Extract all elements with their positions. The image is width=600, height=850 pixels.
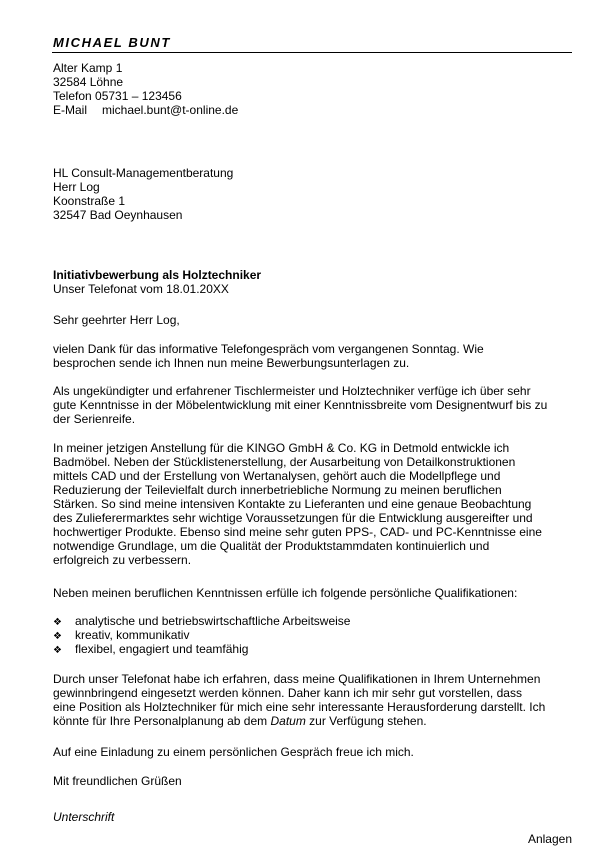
paragraph-line: Durch unser Telefonat habe ich erfahren, dass meine Qualifikationen in Ihrem Unternehmen bbox=[53, 672, 541, 686]
qualification-text: kreativ, kommunikativ bbox=[75, 628, 190, 642]
paragraph-line: mittels CAD und der Erstellung von Wertanalysen, gehört auch die Modellpflege und bbox=[53, 469, 501, 483]
subject-reference: Unser Telefonat vom 18.01.20XX bbox=[53, 282, 229, 296]
list-item bbox=[53, 642, 573, 656]
qualifications-intro: Neben meinen beruflichen Kenntnissen erfülle ich folgende persönliche Qualifikationen: bbox=[53, 586, 518, 600]
paragraph-current-position bbox=[53, 441, 573, 567]
sender-city: 32584 Löhne bbox=[53, 75, 124, 89]
date-placeholder: Datum bbox=[270, 714, 306, 728]
paragraph-intro bbox=[53, 342, 573, 370]
paragraph-line: Badmöbel. Neben der Stücklistenerstellung, der Ausarbeitung von Detailkonstruktionen bbox=[53, 455, 516, 469]
sender-street: Alter Kamp 1 bbox=[53, 61, 123, 75]
closing: Mit freundlichen Grüßen bbox=[53, 774, 182, 788]
salutation: Sehr geehrter Herr Log, bbox=[53, 313, 180, 327]
sender-address bbox=[53, 61, 573, 117]
paragraph-line: des Zulieferermarktes sehr wichtige Voraussetzungen für die Entwicklung ausgereifter und bbox=[53, 511, 533, 525]
recipient-address bbox=[53, 166, 573, 222]
paragraph-line: notwendige Grundlage, um die Qualität der Produktstammdaten kontinuierlich und bbox=[53, 539, 490, 553]
paragraph-line: In meiner jetzigen Anstellung für die KINGO GmbH & Co. KG in Detmold entwickle ich bbox=[53, 441, 510, 455]
list-item bbox=[53, 614, 573, 628]
paragraph-motivation bbox=[53, 672, 573, 728]
paragraph-line: Als ungekündigter und erfahrener Tischlermeister und Holztechniker verfüge ich über sehr bbox=[53, 384, 531, 398]
paragraph-experience bbox=[53, 384, 573, 426]
paragraph-line: erfolgreich zu verbessern. bbox=[53, 553, 192, 567]
recipient-contact: Herr Log bbox=[53, 180, 100, 194]
qualifications-list bbox=[53, 614, 573, 656]
paragraph-line: eine Position als Holztechniker für mich eine sehr interessante Herausforderung darstellt. Ich bbox=[53, 700, 546, 714]
paragraph-line: gute Kenntnisse in der Möbelentwicklung mit einer Kenntnissbreite vom Designentwurf bis zu bbox=[53, 398, 548, 412]
qualification-text: flexibel, engagiert und teamfähig bbox=[75, 642, 249, 656]
paragraph-line: der Serienreife. bbox=[53, 412, 136, 426]
recipient-company: HL Consult-Managementberatung bbox=[53, 166, 234, 180]
paragraph-line: Stärken. So sind meine intensiven Kontakte zu Lieferanten und eine genaue Beobachtung bbox=[53, 497, 532, 511]
sender-email-line bbox=[53, 103, 573, 117]
qualification-text: analytische und betriebswirtschaftliche Arbeitsweise bbox=[75, 614, 351, 628]
diamond-bullet-icon: ❖ bbox=[53, 617, 62, 628]
recipient-city: 32547 Bad Oeynhausen bbox=[53, 208, 183, 222]
diamond-bullet-icon: ❖ bbox=[53, 645, 62, 656]
subject-block bbox=[53, 268, 573, 296]
recipient-street: Koonstraße 1 bbox=[53, 194, 126, 208]
paragraph-line: könnte für Ihre Personalplanung ab dem Datum zur Verfügung stehen. bbox=[53, 714, 427, 728]
header-divider bbox=[52, 52, 572, 53]
diamond-bullet-icon: ❖ bbox=[53, 631, 62, 642]
paragraph-line: gewinnbringend eingesetzt werden können. Daher kann ich mir sehr gut vorstellen, dass bbox=[53, 686, 522, 700]
paragraph-line: vielen Dank für das informative Telefongespräch vom vergangenen Sonntag. Wie bbox=[53, 342, 484, 356]
enclosures-label: Anlagen bbox=[527, 832, 572, 846]
paragraph-line: besprochen sende ich Ihnen nun meine Bewerbungsunterlagen zu. bbox=[53, 356, 410, 370]
sender-email-label: E-Mail bbox=[53, 103, 88, 117]
paragraph-invitation: Auf eine Einladung zu einem persönlichen Gespräch freue ich mich. bbox=[53, 745, 414, 759]
paragraph-line: hochwertiger Produkte. Ebenso sind meine sehr guten PPS-, CAD- und PC-Kenntnisse eine bbox=[53, 525, 542, 539]
sender-name: MICHAEL BUNT bbox=[53, 35, 171, 50]
sender-email: michael.bunt@t-online.de bbox=[102, 103, 239, 117]
list-item bbox=[53, 628, 573, 642]
paragraph-line: Reduzierung der Teilevielfalt durch innerbetriebliche Normung zu meinen beruflichen bbox=[53, 483, 502, 497]
sender-phone: Telefon 05731 – 123456 bbox=[53, 89, 182, 103]
subject-title: Initiativbewerbung als Holztechniker bbox=[53, 268, 262, 282]
signature: Unterschrift bbox=[53, 810, 115, 824]
